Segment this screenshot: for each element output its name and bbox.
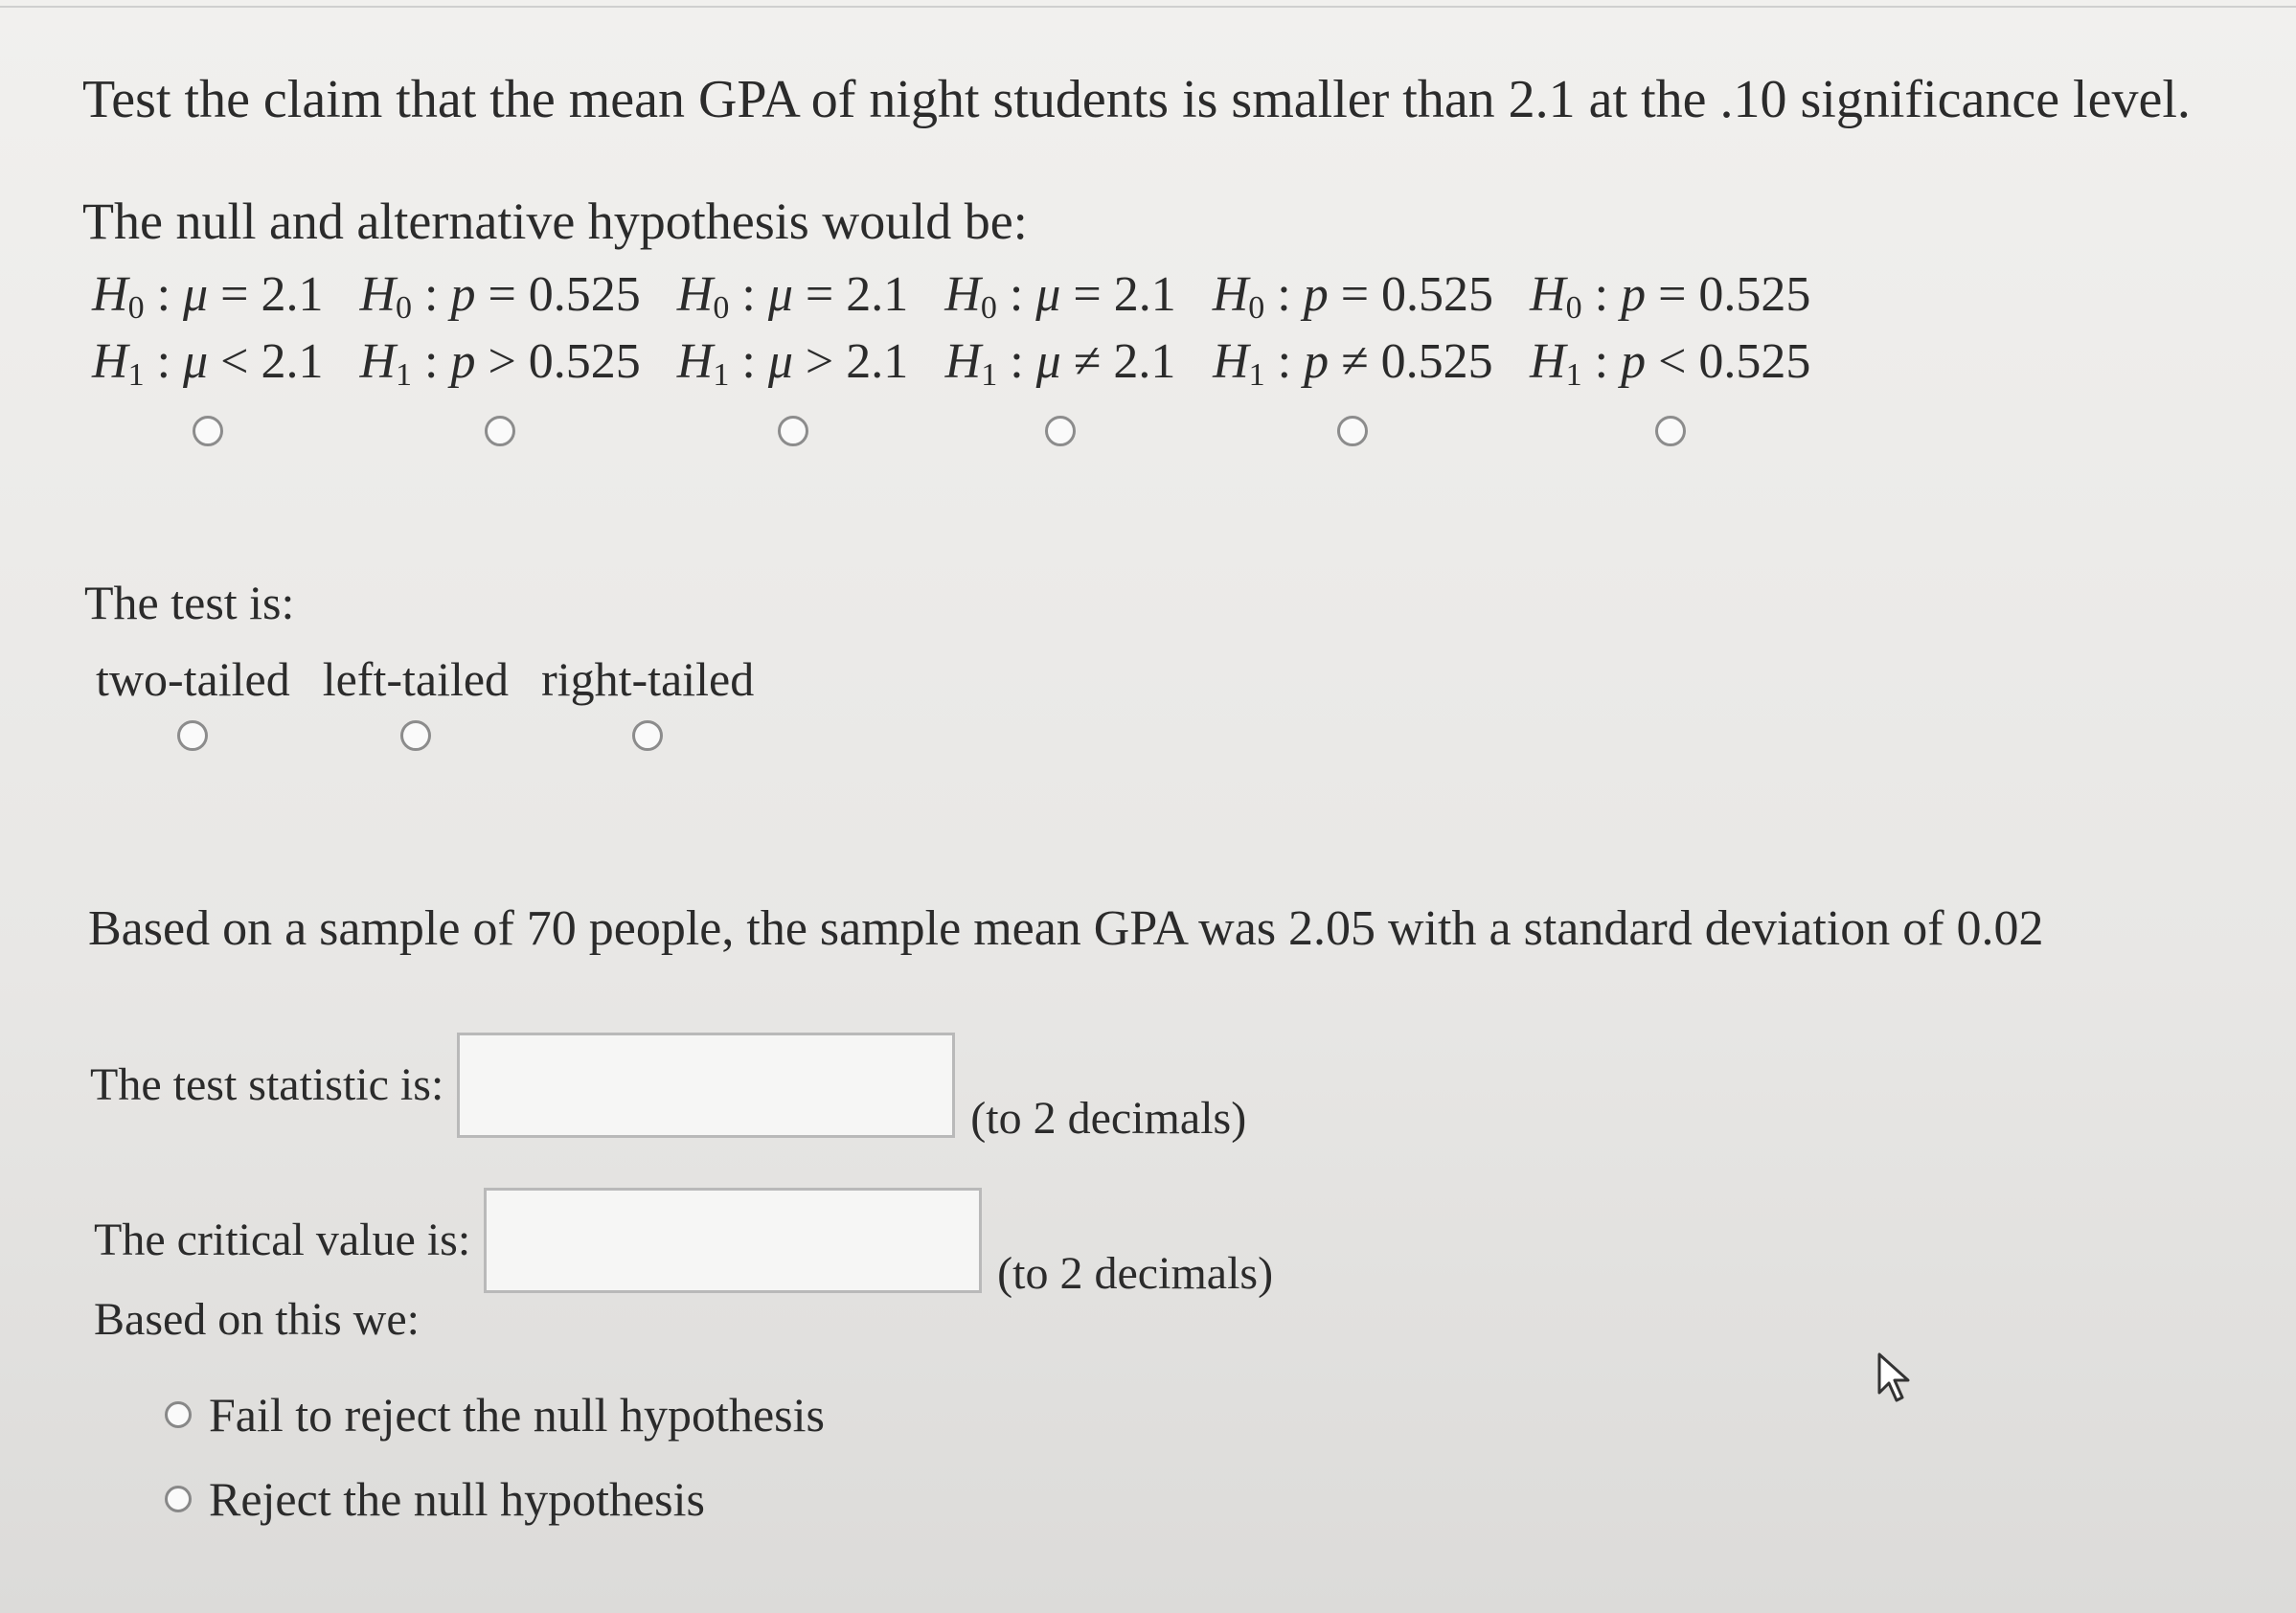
conclusion-prompt: Based on this we:: [94, 1294, 420, 1345]
critical-value-input[interactable]: [484, 1188, 982, 1293]
tail-option-label: right-tailed: [541, 652, 755, 706]
hypothesis-options: [92, 268, 1847, 446]
alternative-hypothesis: $H_1$ : μ < 2.1: [92, 334, 324, 393]
test-type-prompt: The test is:: [84, 576, 295, 629]
critical-value-hint: (to 2 decimals): [997, 1248, 1274, 1299]
radio-button[interactable]: [632, 720, 663, 751]
null-hypothesis: $H_0$ : p = 0.525: [1530, 267, 1811, 326]
top-divider: [0, 6, 2296, 8]
question-text: Test the claim that the mean GPA of night students is smaller than 2.1 at the .10 significance level.: [82, 70, 2191, 129]
radio-button[interactable]: [177, 720, 208, 751]
hypothesis-option[interactable]: [1530, 268, 1810, 446]
alternative-hypothesis: $H_1$ : μ ≠ 2.1: [944, 334, 1176, 393]
alternative-hypothesis: $H_1$ : p < 0.525: [1530, 334, 1811, 393]
test-statistic-label: The test statistic is:: [90, 1059, 444, 1110]
test-statistic-hint: (to 2 decimals): [970, 1093, 1247, 1144]
alternative-hypothesis: $H_1$ : p ≠ 0.525: [1213, 334, 1493, 393]
radio-button[interactable]: [400, 720, 431, 751]
radio-button[interactable]: [778, 416, 808, 446]
hypothesis-option[interactable]: [359, 268, 640, 446]
decision-option-label: Fail to reject the null hypothesis: [209, 1388, 825, 1442]
radio-button[interactable]: [1045, 416, 1076, 446]
radio-button[interactable]: [165, 1401, 192, 1428]
hypothesis-option[interactable]: [944, 268, 1175, 446]
null-hypothesis: $H_0$ : p = 0.525: [1212, 267, 1494, 326]
hypothesis-prompt: The null and alternative hypothesis would be:: [82, 193, 1028, 250]
decision-option-fail-to-reject[interactable]: [165, 1387, 825, 1443]
hypothesis-option[interactable]: [92, 268, 323, 446]
null-hypothesis: $H_0$ : μ = 2.1: [92, 267, 324, 326]
tail-option-right-tailed[interactable]: [541, 651, 754, 751]
tail-options: [96, 651, 786, 751]
tail-option-label: left-tailed: [322, 652, 510, 706]
decision-option-label: Reject the null hypothesis: [209, 1472, 705, 1526]
mouse-pointer-icon: [1875, 1351, 1914, 1404]
tail-option-two-tailed[interactable]: [96, 651, 290, 751]
alternative-hypothesis: $H_1$ : p > 0.525: [359, 334, 641, 393]
alternative-hypothesis: $H_1$ : μ > 2.1: [676, 334, 909, 393]
null-hypothesis: $H_0$ : p = 0.525: [359, 267, 641, 326]
radio-button[interactable]: [485, 416, 515, 446]
radio-button[interactable]: [1655, 416, 1686, 446]
radio-button[interactable]: [1337, 416, 1368, 446]
null-hypothesis: $H_0$ : μ = 2.1: [676, 267, 909, 326]
hypothesis-option[interactable]: [1213, 268, 1493, 446]
hypothesis-option[interactable]: [677, 268, 908, 446]
tail-option-left-tailed[interactable]: [323, 651, 509, 751]
null-hypothesis: $H_0$ : μ = 2.1: [944, 267, 1176, 326]
test-statistic-input[interactable]: [457, 1033, 955, 1138]
radio-button[interactable]: [165, 1486, 192, 1512]
critical-value-label: The critical value is:: [94, 1215, 471, 1265]
radio-button[interactable]: [193, 416, 223, 446]
tail-option-label: two-tailed: [96, 652, 290, 706]
decision-option-reject[interactable]: [165, 1471, 705, 1527]
critical-value-row: [94, 1180, 1273, 1300]
test-statistic-row: [90, 1025, 1246, 1145]
sample-description: Based on a sample of 70 people, the sample mean GPA was 2.05 with a standard deviation of 0.02: [88, 901, 2044, 956]
